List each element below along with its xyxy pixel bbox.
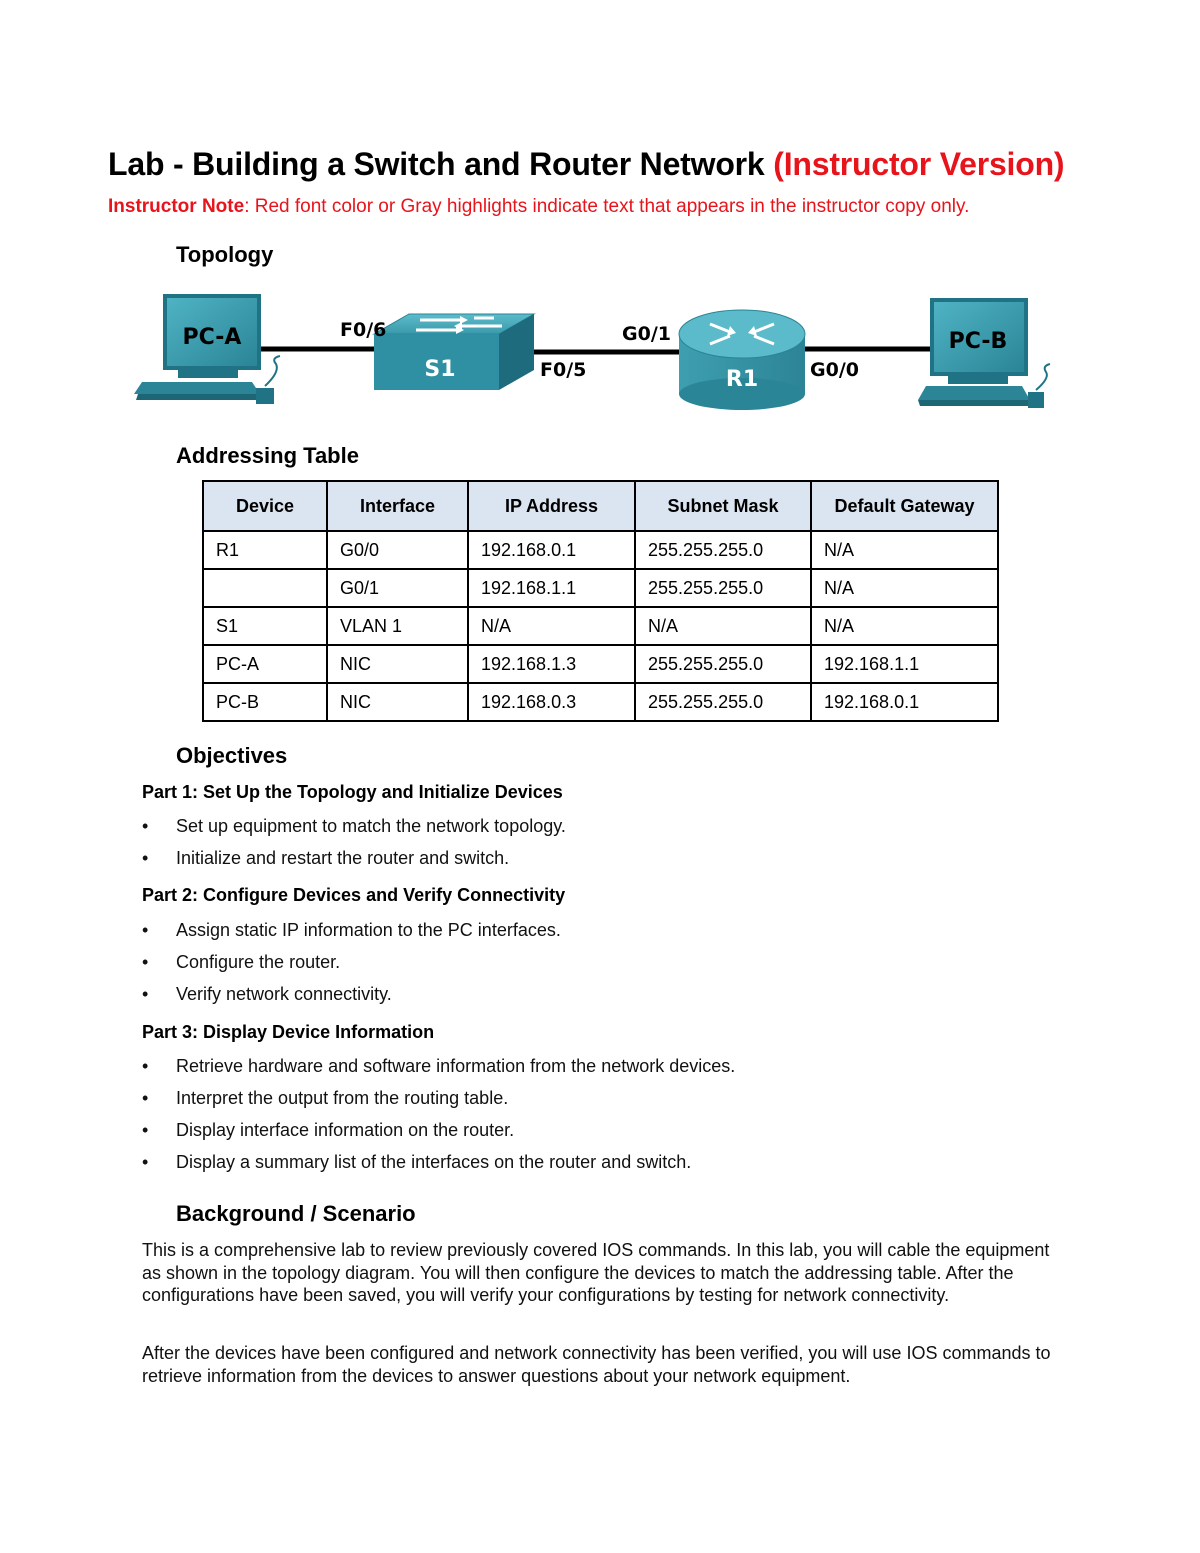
table-cell: VLAN 1 <box>327 607 468 645</box>
column-header: Device <box>203 481 327 531</box>
table-row <box>203 569 998 607</box>
bullet-icon: • <box>142 1120 149 1140</box>
pc-a-label: PC-A <box>182 325 242 350</box>
table-cell: PC-B <box>203 683 327 721</box>
table-cell: 192.168.1.1 <box>468 569 635 607</box>
router-r1-icon <box>679 310 805 410</box>
table-cell: G0/0 <box>327 531 468 569</box>
addressing-table-heading: Addressing Table <box>176 443 359 468</box>
instructor-note-label: Instructor Note <box>108 196 245 217</box>
list-item-text: Configure the router. <box>176 952 341 972</box>
table-cell: R1 <box>203 531 327 569</box>
table-cell: N/A <box>811 607 998 645</box>
pc-a-icon <box>134 294 280 404</box>
table-cell: 192.168.1.1 <box>811 645 998 683</box>
table-cell: N/A <box>811 531 998 569</box>
bullet-icon: • <box>142 1152 149 1172</box>
table-cell: G0/1 <box>327 569 468 607</box>
list-item-text: Initialize and restart the router and switch. <box>176 848 510 868</box>
table-cell: NIC <box>327 645 468 683</box>
list-item-text: Retrieve hardware and software information from the network devices. <box>176 1056 736 1076</box>
list-item-text: Display a summary list of the interfaces on the router and switch. <box>176 1152 692 1172</box>
table-cell: S1 <box>203 607 327 645</box>
table-cell: NIC <box>327 683 468 721</box>
switch-s1-icon <box>374 314 534 390</box>
table-cell: 255.255.255.0 <box>635 683 811 721</box>
bullet-icon: • <box>142 984 149 1004</box>
list-item-text: Display interface information on the router. <box>176 1120 515 1140</box>
instructor-note-text: : Red font color or Gray highlights indicate text that appears in the instructor copy only. <box>244 196 970 217</box>
table-cell: 255.255.255.0 <box>635 569 811 607</box>
table-cell: N/A <box>468 607 635 645</box>
table-row <box>203 683 998 721</box>
part-3-title: Part 3: Display Device Information <box>142 1022 435 1042</box>
topology-diagram <box>130 282 1070 422</box>
table-cell: N/A <box>811 569 998 607</box>
column-header: IP Address <box>468 481 635 531</box>
switch-s1-label: S1 <box>424 357 456 382</box>
port-label-g0-0: G0/0 <box>810 359 859 381</box>
bullet-icon: • <box>142 848 149 868</box>
objectives-heading: Objectives <box>176 743 288 768</box>
list-item-text: Assign static IP information to the PC interfaces. <box>176 920 561 940</box>
column-header: Subnet Mask <box>635 481 811 531</box>
pc-b-label: PC-B <box>948 329 1008 354</box>
bullet-icon: • <box>142 920 149 940</box>
table-cell: PC-A <box>203 645 327 683</box>
topology-heading: Topology <box>176 242 274 267</box>
page-title <box>108 146 1064 183</box>
table-cell: 255.255.255.0 <box>635 531 811 569</box>
table-header-row <box>203 481 998 531</box>
part-2-title: Part 2: Configure Devices and Verify Connectivity <box>142 885 566 905</box>
table-cell: 192.168.1.3 <box>468 645 635 683</box>
part-1-title: Part 1: Set Up the Topology and Initialize Devices <box>142 782 563 802</box>
port-label-g0-1: G0/1 <box>622 323 671 345</box>
table-row <box>203 645 998 683</box>
instructor-note <box>108 196 969 218</box>
title-version: (Instructor Version) <box>773 146 1065 182</box>
bullet-icon: • <box>142 1056 149 1076</box>
table-cell: 192.168.0.1 <box>811 683 998 721</box>
port-label-f0-5: F0/5 <box>540 359 587 381</box>
table-cell: 192.168.0.1 <box>468 531 635 569</box>
table-cell <box>203 569 327 607</box>
column-header: Default Gateway <box>811 481 998 531</box>
table-row <box>203 607 998 645</box>
bullet-icon: • <box>142 1088 149 1108</box>
port-label-f0-6: F0/6 <box>340 319 387 341</box>
background-paragraph: After the devices have been configured and network connectivity has been verified, you will use IOS commands to retrieve information from the devices to answer questions about your network equipment. <box>142 1343 1051 1386</box>
background-paragraph: This is a comprehensive lab to review previously covered IOS commands. In this lab, you will cable the equipment as shown in the topology diagram. You will then configure the devices to match the addressing table. After the configurations have been saved, you will verify your configurations by testing for network connectivity. <box>142 1240 1050 1305</box>
title-main: Lab - Building a Switch and Router Network <box>108 146 765 182</box>
addressing-table <box>202 480 999 722</box>
list-item-text: Set up equipment to match the network topology. <box>176 816 566 836</box>
table-cell: 255.255.255.0 <box>635 645 811 683</box>
table-cell: N/A <box>635 607 811 645</box>
column-header: Interface <box>327 481 468 531</box>
pc-b-icon <box>918 298 1050 408</box>
bullet-icon: • <box>142 816 149 836</box>
table-cell: 192.168.0.3 <box>468 683 635 721</box>
list-item-text: Interpret the output from the routing table. <box>176 1088 509 1108</box>
router-r1-label: R1 <box>725 367 759 392</box>
bullet-icon: • <box>142 952 149 972</box>
background-heading: Background / Scenario <box>176 1201 416 1226</box>
table-row <box>203 531 998 569</box>
list-item-text: Verify network connectivity. <box>176 984 392 1004</box>
